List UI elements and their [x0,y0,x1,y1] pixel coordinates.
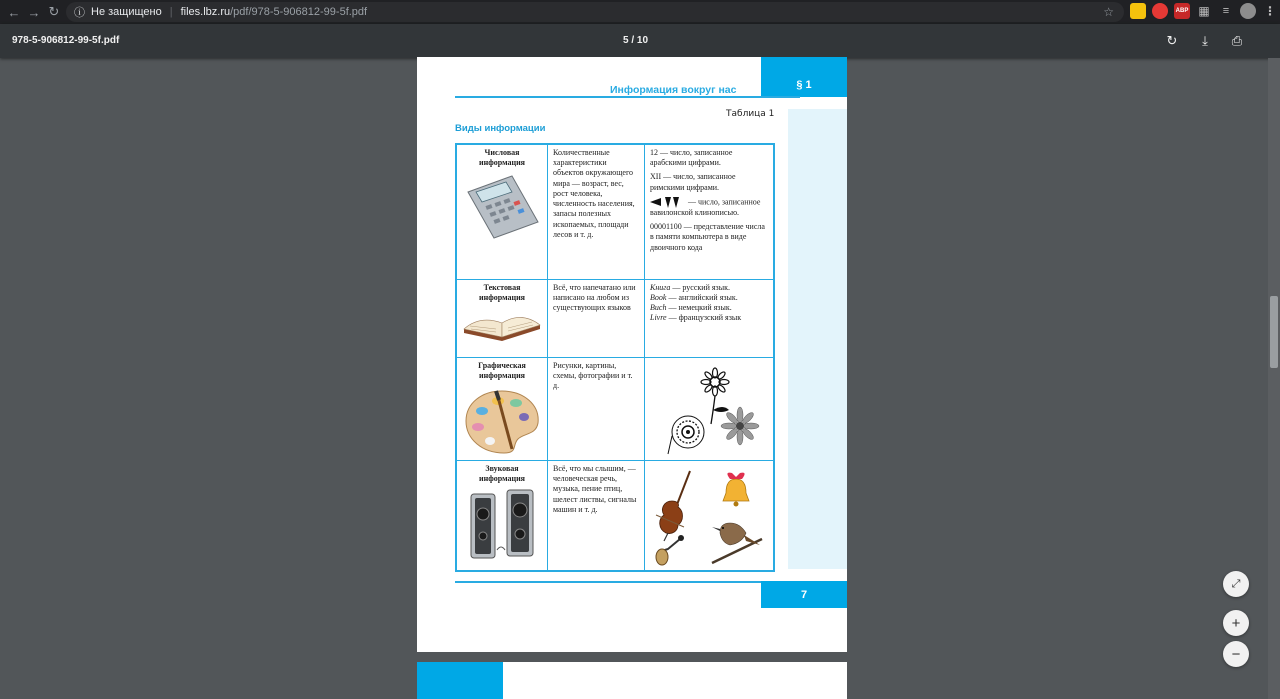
bird-icon [712,523,762,563]
rotate-icon[interactable]: ↻ [1166,33,1178,48]
zoom-out-icon[interactable]: − [1223,641,1249,667]
type-label: Текстовая информация [478,282,526,302]
cuneiform-glyph [650,197,688,208]
calculator-image [464,174,540,240]
example-text: — русский язык. [670,282,730,292]
section-title: Виды информации [455,123,546,134]
example-line-cuneiform [650,197,768,218]
example-word: Книга [650,282,671,292]
side-panel [788,109,847,569]
flower-outline-icon [701,368,729,424]
security-label: Не защищено [91,6,162,18]
cuneiform-caption: — число, записанное вавилонской клинописью. [650,197,761,217]
language-example [650,303,768,313]
extension-note-icon[interactable] [1130,3,1146,19]
profile-avatar[interactable] [1240,3,1256,19]
examples-cell [645,357,775,460]
table-label: Таблица 1 [726,109,775,119]
description-cell: Всё, что напечатано или написано на любом из существующих языков [548,279,645,357]
type-label: Графическая информация [478,360,526,380]
table-row [456,460,774,571]
menu-kebab-icon[interactable]: ⋮ [1264,4,1276,18]
bookmark-star-icon[interactable]: ☆ [1103,5,1114,19]
flower-drawings-image [650,362,768,456]
examples-cell [645,279,775,357]
url-separator: | [169,6,173,18]
type-cell [456,460,548,571]
type-cell [456,144,548,279]
example-line: 00001100 — представление числа в памяти компьютера в виде двоичного кода [650,222,765,252]
next-pdf-page [417,662,847,699]
url-host: files.lbz.ru [180,6,231,18]
table-row [456,279,774,357]
url-path: /pdf/978-5-906812-99-5f.pdf [230,6,368,18]
table-row [456,357,774,460]
description-cell: Всё, что мы слышим, — человеческая речь, музыка, пение птиц, шелест листвы, сигналы машин и т. д. [548,460,645,571]
examples-cell [645,144,775,279]
page-indicator[interactable]: 5 / 10 [623,35,649,46]
back-icon[interactable]: ← [7,4,21,20]
pdf-page [417,57,847,652]
example-word: Livre [650,313,667,323]
language-example [650,313,768,323]
description-cell: Рисунки, картины, схемы, фотографии и т. д. [548,357,645,460]
bell-icon [723,473,749,507]
language-example [650,293,768,303]
scrollbar-thumb[interactable] [1270,296,1278,368]
section-mark: § 1 [761,57,847,97]
example-word: Buch [650,302,667,312]
example-text: — французский язык [666,313,742,323]
forward-icon[interactable]: → [27,4,41,20]
examples-cell [645,460,775,571]
header-title: Информация вокруг нас [610,84,737,96]
adblock-icon[interactable]: ABP [1174,3,1190,19]
page-number: 7 [761,581,847,608]
reload-icon[interactable]: ↻ [48,4,60,19]
example-line: XII — число, записанное римскими цифрами. [650,172,736,192]
reading-list-icon[interactable]: ≡ [1222,5,1230,17]
extensions-puzzle-icon[interactable]: ▦ [1198,4,1210,18]
extension-red-icon[interactable] [1152,3,1168,19]
description-cell: Количественные характеристики объектов окружающего мира — возраст, вес, рост человека, численность населения, запасы полезных ископаемых, площади лесов и т. д. [548,144,645,279]
table-row [456,144,774,279]
spiral-flower-icon [668,416,704,454]
example-text: — английский язык. [666,292,738,302]
sound-sources-image [650,467,768,567]
type-cell [456,357,548,460]
browser-toolbar [0,0,1280,24]
next-page-header-block [417,662,503,699]
address-bar[interactable] [66,2,1124,22]
language-example [650,283,768,293]
pdf-toolbar [0,24,1280,58]
fit-page-icon[interactable]: ⤢ [1223,571,1249,597]
palette-image [462,387,542,457]
type-label: Числовая информация [478,148,526,168]
header-rule [455,96,800,98]
book-image [462,309,542,343]
example-word: Book [650,292,667,302]
cello-icon [656,471,690,541]
print-icon[interactable]: ⎙ [1231,33,1243,48]
info-types-table [455,143,775,572]
gray-flower-icon [721,407,759,445]
type-label: Звуковая информация [478,463,526,484]
zoom-in-icon[interactable]: + [1223,610,1249,636]
download-icon[interactable]: ⤓ [1202,33,1208,48]
footer-rule [455,581,763,583]
extensions-bar [1130,3,1278,19]
speakers-image [467,488,537,562]
pdf-file-name: 978-5-906812-99-5f.pdf [12,35,120,46]
horn-icon [656,535,684,565]
example-text: — немецкий язык. [666,302,732,312]
info-icon[interactable]: ⓘ [74,7,85,19]
scrollbar[interactable] [1268,58,1280,699]
example-line: 12 — число, записанное арабскими цифрами. [650,148,733,168]
type-cell [456,279,548,357]
